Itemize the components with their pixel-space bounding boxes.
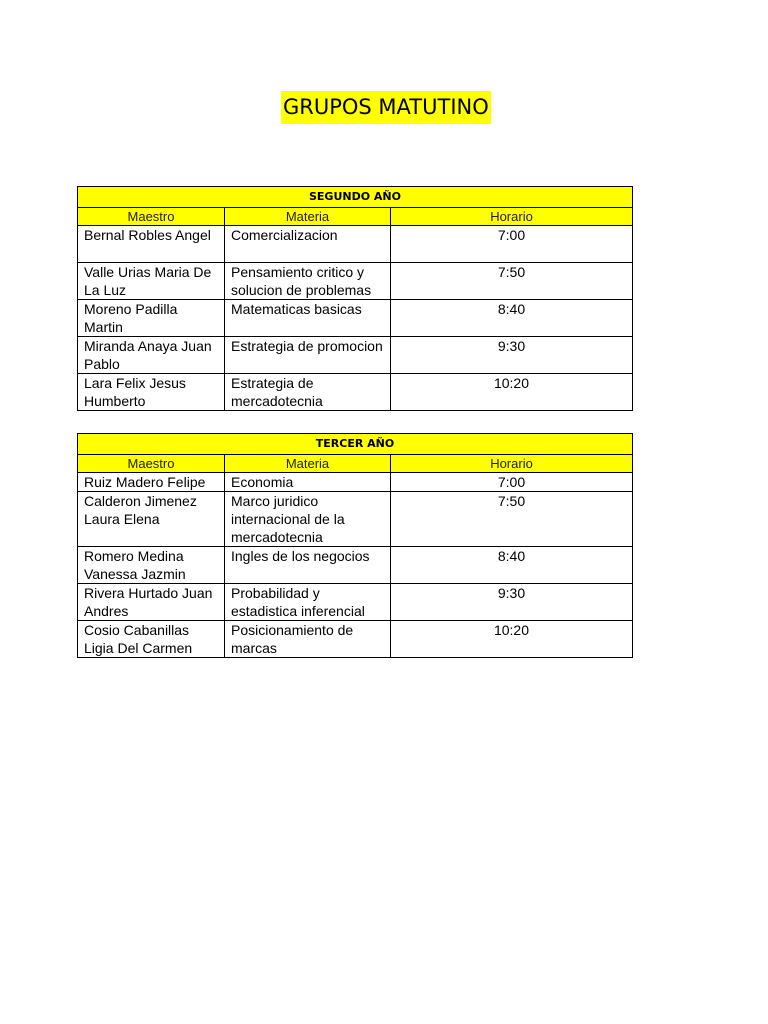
materia-cell: Estrategia de promocion — [225, 337, 391, 374]
materia-cell: Pensamiento critico y solucion de problemas — [225, 263, 391, 300]
segundo-ano-title: SEGUNDO AÑO — [78, 187, 633, 208]
maestro-cell: Rivera Hurtado Juan Andres — [78, 584, 225, 621]
tercer-ano-title: TERCER AÑO — [78, 434, 633, 455]
table-row — [78, 226, 633, 263]
maestro-header: Maestro — [78, 455, 225, 473]
maestro-cell: Moreno Padilla Martin — [78, 300, 225, 337]
column-header-row — [78, 455, 633, 473]
horario-cell: 7:00 — [391, 226, 633, 263]
materia-cell: Estrategia de mercadotecnia — [225, 374, 391, 411]
tercer-ano-table — [77, 433, 633, 658]
materia-cell: Ingles de los negocios — [225, 547, 391, 584]
table-row — [78, 621, 633, 658]
horario-cell: 7:00 — [391, 473, 633, 492]
maestro-cell: Cosio Cabanillas Ligia Del Carmen — [78, 621, 225, 658]
table-row — [78, 473, 633, 492]
materia-cell: Comercializacion — [225, 226, 391, 263]
materia-cell: Posicionamiento de marcas — [225, 621, 391, 658]
segundo-ano-table — [77, 186, 633, 411]
horario-header: Horario — [391, 455, 633, 473]
maestro-cell: Valle Urias Maria De La Luz — [78, 263, 225, 300]
maestro-cell: Ruiz Madero Felipe — [78, 473, 225, 492]
table-row — [78, 374, 633, 411]
page-title: GRUPOS MATUTINO — [281, 91, 491, 124]
maestro-header: Maestro — [78, 208, 225, 226]
column-header-row — [78, 208, 633, 226]
materia-cell: Probabilidad y estadistica inferencial — [225, 584, 391, 621]
horario-header: Horario — [391, 208, 633, 226]
table-row — [78, 584, 633, 621]
table-row — [78, 547, 633, 584]
horario-cell: 9:30 — [391, 337, 633, 374]
horario-cell: 9:30 — [391, 584, 633, 621]
horario-cell: 10:20 — [391, 621, 633, 658]
horario-cell: 8:40 — [391, 300, 633, 337]
table-row — [78, 263, 633, 300]
materia-header: Materia — [225, 455, 391, 473]
maestro-cell: Miranda Anaya Juan Pablo — [78, 337, 225, 374]
horario-cell: 7:50 — [391, 263, 633, 300]
materia-cell: Marco juridico internacional de la mercadotecnia — [225, 492, 391, 547]
maestro-cell: Bernal Robles Angel — [78, 226, 225, 263]
materia-cell: Matematicas basicas — [225, 300, 391, 337]
maestro-cell: Lara Felix Jesus Humberto — [78, 374, 225, 411]
materia-header: Materia — [225, 208, 391, 226]
horario-cell: 10:20 — [391, 374, 633, 411]
table-row — [78, 492, 633, 547]
table-row — [78, 337, 633, 374]
materia-cell: Economia — [225, 473, 391, 492]
horario-cell: 8:40 — [391, 547, 633, 584]
maestro-cell: Romero Medina Vanessa Jazmin — [78, 547, 225, 584]
table-row — [78, 300, 633, 337]
maestro-cell: Calderon Jimenez Laura Elena — [78, 492, 225, 547]
horario-cell: 7:50 — [391, 492, 633, 547]
